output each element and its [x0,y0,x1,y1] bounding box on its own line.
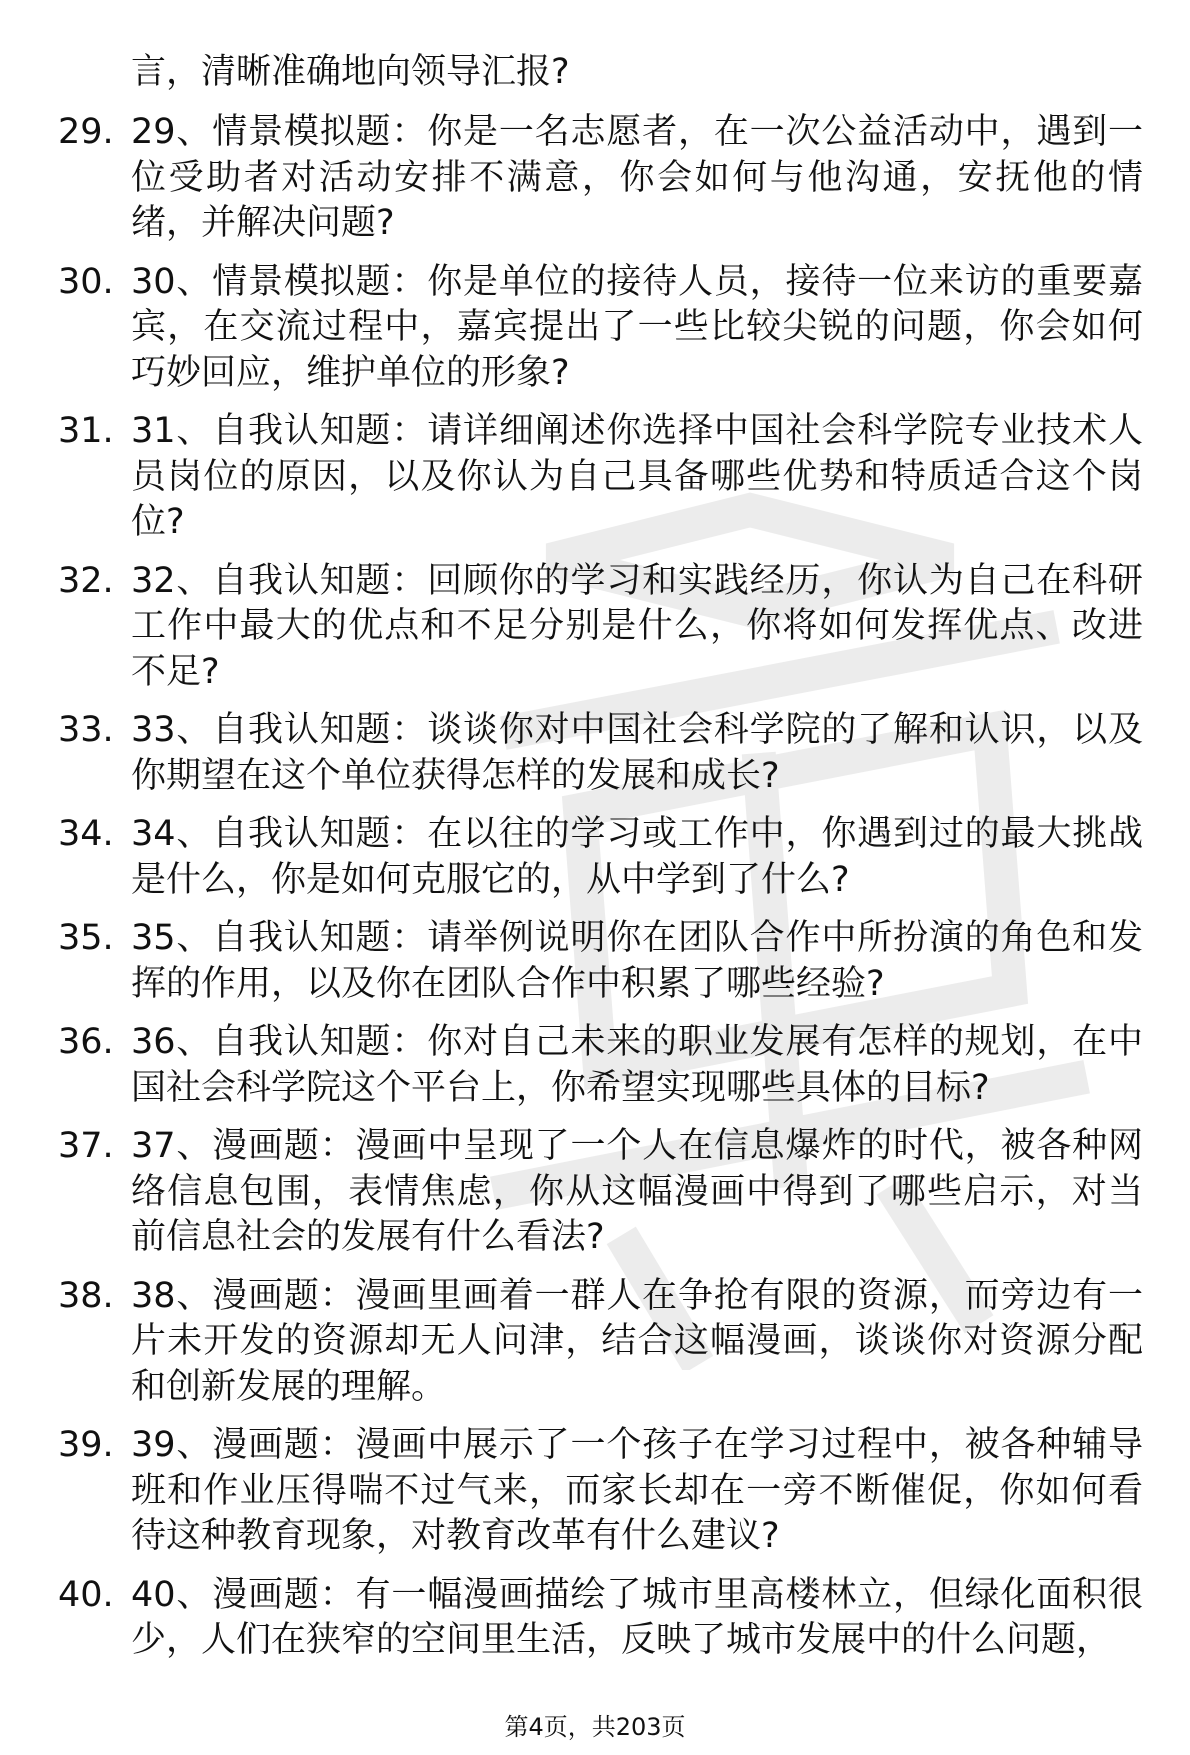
item-number: 39. [58,1425,114,1465]
continuation-text: 言，清晰准确地向领导汇报? [131,52,570,92]
item-text: 40、漫画题：有一幅漫画描绘了城市里高楼林立，但绿化面积很少，人们在狭窄的空间里生活，反映了城市发展中的什么问题， [131,1574,1143,1660]
question-list [58,110,1143,1664]
item-text: 39、漫画题：漫画中展示了一个孩子在学习过程中，被各种辅导班和作业压得喘不过气来，而家长却在一旁不断催促，你如何看待这种教育现象，对教育改革有什么建议? [131,1425,1143,1556]
item-text: 35、自我认知题：请举例说明你在团队合作中所扮演的角色和发挥的作用，以及你在团队合作中积累了哪些经验? [131,918,1143,1004]
item-text: 32、自我认知题：回顾你的学习和实践经历，你认为自己在科研工作中最大的优点和不足分别是什么，你将如何发挥优点、改进不足? [131,560,1143,692]
list-item [58,812,1143,903]
list-item [58,559,1143,696]
item-text: 30、情景模拟题：你是单位的接待人员，接待一位来访的重要嘉宾，在交流过程中，嘉宾提出了一些比较尖锐的问题，你会如何巧妙回应，维护单位的形象? [131,261,1143,393]
item-text: 31、自我认知题：请详细阐述你选择中国社会科学院专业技术人员岗位的原因，以及你认为自己具备哪些优势和特质适合这个岗位? [131,411,1143,542]
page-number-footer: 第4页，共203页 [504,1713,686,1741]
item-text: 37、漫画题：漫画中呈现了一个人在信息爆炸的时代，被各种网络信息包围，表情焦虑，你从这幅漫画中得到了哪些启示，对当前信息社会的发展有什么看法? [131,1126,1143,1257]
item-number: 32. [58,560,114,601]
list-item [58,1423,1143,1560]
list-item [58,1020,1143,1111]
list-item [58,1124,1143,1261]
list-item [58,708,1143,799]
item-number: 38. [58,1275,114,1316]
item-text: 38、漫画题：漫画里画着一群人在争抢有限的资源，而旁边有一片未开发的资源却无人问津，结合这幅漫画，谈谈你对资源分配和创新发展的理解。 [131,1275,1143,1407]
item-number: 29. [58,112,114,152]
item-text: 34、自我认知题：在以往的学习或工作中，你遇到过的最大挑战是什么，你是如何克服它的，从中学到了什么? [131,814,1143,900]
item-number: 35. [58,918,114,958]
list-item [58,260,1143,397]
list-item [58,409,1143,546]
item-number: 36. [58,1022,114,1062]
item-number: 31. [58,411,114,451]
list-item [58,1573,1143,1664]
item-number: 30. [58,261,114,302]
item-text: 33、自我认知题：谈谈你对中国社会科学院的了解和认识，以及你期望在这个单位获得怎样的发展和成长? [131,710,1143,796]
item-number: 40. [58,1574,114,1615]
item-number: 34. [58,814,114,854]
list-item [58,110,1143,247]
item-text: 36、自我认知题：你对自己未来的职业发展有怎样的规划，在中国社会科学院这个平台上，你希望实现哪些具体的目标? [131,1022,1143,1108]
item-text: 29、情景模拟题：你是一名志愿者，在一次公益活动中，遇到一位受助者对活动安排不满意，你会如何与他沟通，安抚他的情绪，并解决问题? [131,112,1143,243]
item-number: 37. [58,1126,114,1166]
list-item [58,916,1143,1007]
item-number: 33. [58,710,114,750]
list-item [58,1274,1143,1411]
content-area [58,48,1143,1677]
